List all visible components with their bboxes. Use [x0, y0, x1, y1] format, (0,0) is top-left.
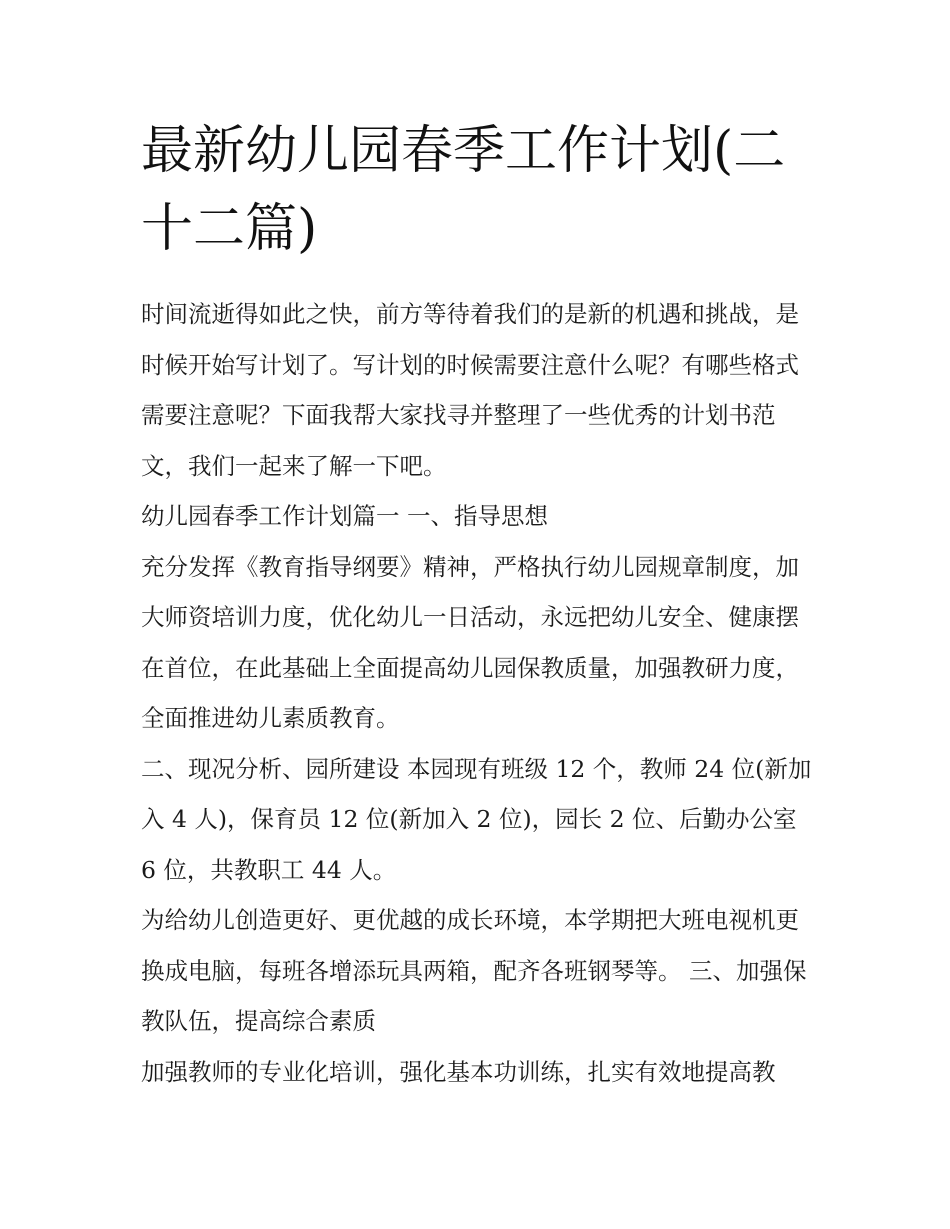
paragraph-intro: 时间流逝得如此之快，前方等待着我们的是新的机遇和挑战，是时候开始写计划了。写计划的时候需要注意什么呢？有哪些格式需要注意呢？下面我帮大家找寻并整理了一些优秀的计划书范文，我们一起来了解一下吧。: [141, 300, 799, 480]
paragraph-environment: 为给幼儿创造更好、更优越的成长环境，本学期把大班电视机更换成电脑，每班各增添玩具两箱，配齐各班钢琴等。 三、加强保教队伍，提高综合素质: [141, 906, 807, 1035]
paragraph-guiding-ideology: 充分发挥《教育指导纲要》精神，严格执行幼儿园规章制度，加大师资培训力度，优化幼儿一日活动，永远把幼儿安全、健康摆在首位，在此基础上全面提高幼儿园保教质量，加强教研力度，全面推进幼儿素质教育。: [141, 552, 799, 732]
document-body: [141, 289, 816, 1097]
paragraph-teacher-training: 加强教师的专业化培训，强化基本功训练，扎实有效地提高教: [141, 1057, 776, 1086]
document-title: 最新幼儿园春季工作计划(二十二篇): [141, 121, 786, 259]
document-page: [141, 112, 816, 1097]
paragraph-current-situation: 二、现况分析、园所建设 本园现有班级 12 个，教师 24 位(新加入 4 人)，保育员 12 位(新加入 2 位)，园长 2 位、后勤办公室 6 位，共教职工 44 人。: [141, 754, 812, 884]
paragraph-section-heading: 幼儿园春季工作计划篇一 一、指导思想: [141, 502, 548, 530]
